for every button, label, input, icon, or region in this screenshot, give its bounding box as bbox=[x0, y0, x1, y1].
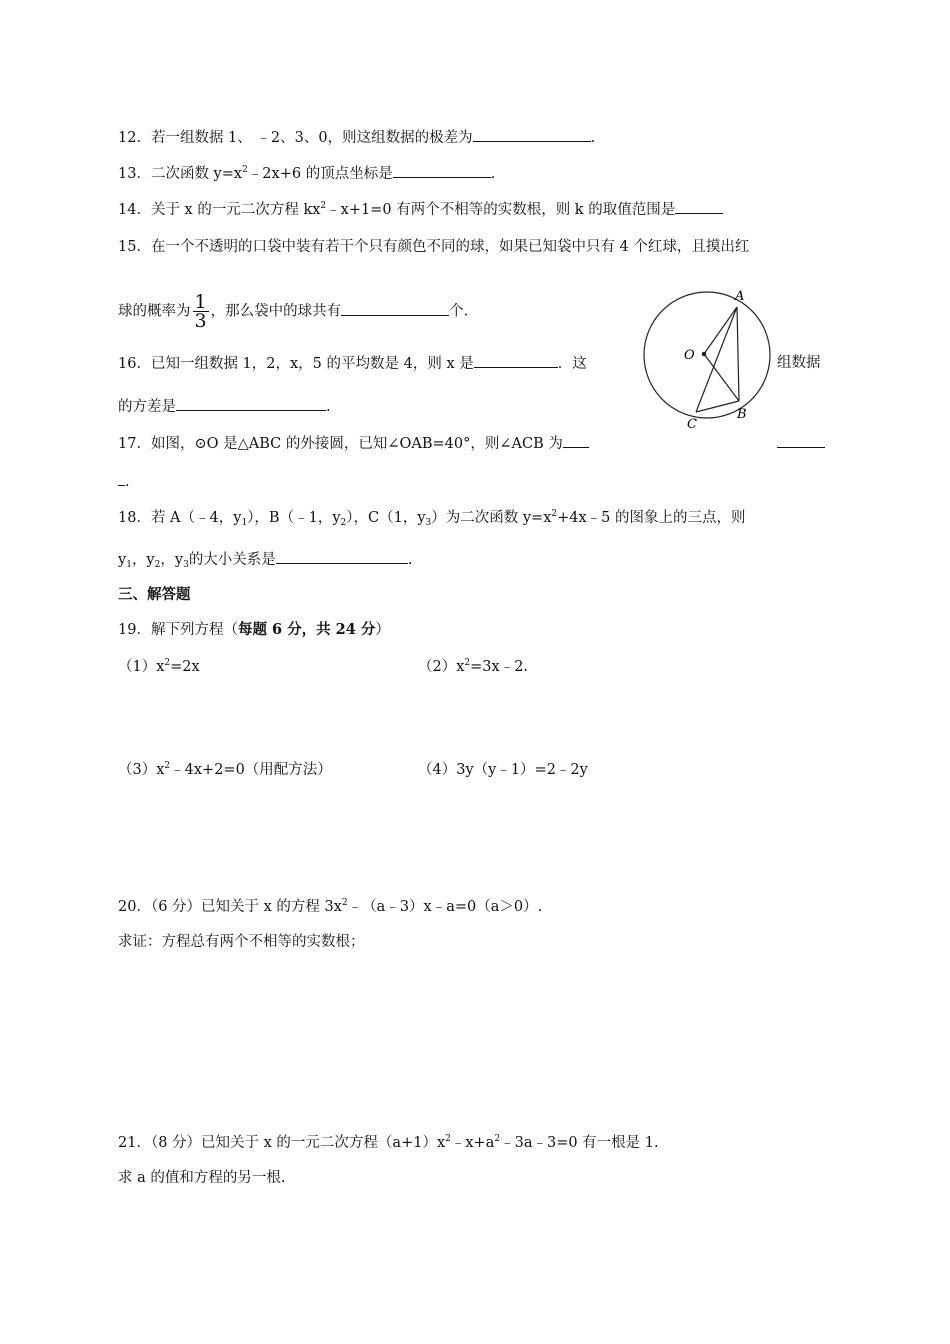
q21-post: ﹣3a﹣3=0 有一根是 1. bbox=[500, 1135, 659, 1151]
q18-pre: 18．若 A（﹣4，y bbox=[118, 510, 242, 526]
q21-mid: ﹣x+a bbox=[450, 1135, 495, 1151]
q19-p2a: （2）x bbox=[418, 659, 465, 675]
q20-post: ﹣（a﹣3）x﹣a=0（a＞0）. bbox=[347, 899, 543, 915]
q19-part3 bbox=[118, 760, 332, 780]
probability-fraction bbox=[193, 293, 209, 330]
q15-answer-blank[interactable] bbox=[341, 301, 449, 316]
question-14 bbox=[118, 199, 723, 220]
q18-l2b: ，y bbox=[131, 552, 155, 568]
q19-p1a: （1）x bbox=[118, 659, 165, 675]
label-B: B bbox=[737, 407, 747, 422]
q18-l2-sub2: 2 bbox=[154, 560, 161, 570]
q19-pre: 19．解下列方程（ bbox=[118, 622, 238, 638]
q19-post: ） bbox=[375, 622, 390, 638]
q19-part4: （4）3y（y﹣1）=2﹣2y bbox=[418, 762, 588, 778]
q18-m1: ），B（﹣1，y bbox=[247, 510, 341, 526]
q21-sup1: 2 bbox=[445, 1134, 451, 1144]
q14-answer-blank[interactable] bbox=[675, 199, 723, 214]
q16-mid: ．这 bbox=[557, 356, 587, 372]
question-21-line2: 求 a 的值和方程的另一根. bbox=[118, 1170, 286, 1186]
q21-pre: 21．（8 分）已知关于 x 的一元二次方程（a+1）x bbox=[118, 1135, 446, 1151]
circumcircle bbox=[644, 292, 770, 418]
q19-part2 bbox=[418, 657, 528, 677]
fraction-numerator: 1 bbox=[194, 291, 207, 313]
q18-m3: ）为二次函数 y=x bbox=[431, 510, 552, 526]
q20-pre: 20．（6 分）已知关于 x 的方程 3x bbox=[118, 899, 342, 915]
label-A: A bbox=[735, 289, 745, 304]
q18-l2-sub1: 1 bbox=[126, 560, 132, 570]
section-3-heading: 三、解答题 bbox=[118, 586, 191, 603]
question-12 bbox=[118, 127, 595, 148]
q12-text: 12．若一组数据 1、 ﹣2、3、0，则这组数据的极差为 bbox=[118, 130, 473, 146]
question-19 bbox=[118, 620, 390, 640]
question-15-line2 bbox=[118, 293, 468, 330]
segment-AB bbox=[737, 307, 739, 401]
q13-answer-blank[interactable] bbox=[393, 163, 491, 178]
q16-x-blank[interactable] bbox=[474, 353, 558, 368]
q19-p3-sup: 2 bbox=[164, 761, 171, 771]
q18-answer-blank[interactable] bbox=[276, 549, 408, 564]
q19-p2b: =3x﹣2. bbox=[470, 659, 529, 675]
label-O: O bbox=[684, 348, 695, 363]
q17-answer-blank-part3[interactable] bbox=[118, 471, 125, 486]
question-16-line2 bbox=[118, 396, 331, 417]
question-17 bbox=[118, 433, 589, 454]
q18-sub3: 3 bbox=[425, 518, 432, 528]
q17-tail bbox=[118, 471, 130, 492]
center-point-O bbox=[702, 352, 707, 357]
question-15-line1: 15．在一个不透明的口袋中装有若干个只有颜色不同的球，如果已知袋中只有 4 个红球，且摸出红 bbox=[118, 239, 750, 255]
q16-variance-blank[interactable] bbox=[176, 396, 326, 411]
q13-pre: 13．二次函数 y=x bbox=[118, 166, 243, 182]
q14-post: ﹣x+1=0 有两个不相等的实数根，则 k 的取值范围是 bbox=[326, 202, 676, 218]
question-18-line2 bbox=[118, 549, 412, 570]
circle-figure bbox=[638, 285, 778, 435]
q18-l2-sub3: 3 bbox=[183, 560, 189, 570]
question-20-line2: 求证：方程总有两个不相等的实数根； bbox=[118, 934, 365, 950]
q16-end: . bbox=[326, 399, 331, 415]
q18-l2d: 的大小关系是 bbox=[188, 552, 276, 568]
q16-line2-text: 的方差是 bbox=[118, 399, 176, 415]
q15-end: 个. bbox=[449, 303, 469, 320]
q18-end: . bbox=[407, 552, 413, 568]
q17-end: . bbox=[125, 474, 130, 490]
q13-post: ﹣2x+6 的顶点坐标是 bbox=[247, 166, 393, 182]
q18-l2a: y bbox=[118, 552, 127, 568]
q18-sup: 2 bbox=[551, 509, 558, 519]
q19-p3b: ﹣4x+2=0（用配方法） bbox=[170, 762, 332, 778]
q17-answer-blank-part1[interactable] bbox=[563, 433, 589, 448]
label-C: C bbox=[687, 417, 697, 432]
q17-text: 17．如图，⊙O 是△ABC 的外接圆，已知∠OAB=40°，则∠ACB 为 bbox=[118, 436, 563, 452]
question-21 bbox=[118, 1133, 659, 1153]
q12-end: . bbox=[590, 130, 596, 146]
q15-pre: 球的概率为 bbox=[118, 303, 191, 320]
segment-AC bbox=[696, 307, 737, 412]
q21-sup2: 2 bbox=[494, 1134, 501, 1144]
question-13 bbox=[118, 163, 495, 184]
q14-sup: 2 bbox=[320, 201, 327, 211]
q16-right-text: 组数据 bbox=[777, 355, 821, 371]
q19-p1b: =2x bbox=[170, 659, 200, 675]
question-16-line1 bbox=[118, 353, 587, 374]
q12-answer-blank[interactable] bbox=[473, 127, 591, 142]
q18-l2c: ，y bbox=[160, 552, 184, 568]
q17-blank-right bbox=[777, 433, 825, 454]
q20-sup: 2 bbox=[341, 898, 348, 908]
q19-p1-sup: 2 bbox=[164, 658, 171, 668]
q19-p3a: （3）x bbox=[118, 762, 165, 778]
q17-answer-blank-part2[interactable] bbox=[777, 433, 825, 448]
q18-sub1: 1 bbox=[241, 518, 248, 528]
q13-end: . bbox=[490, 166, 496, 182]
q13-sup: 2 bbox=[242, 165, 248, 175]
q19-p2-sup: 2 bbox=[464, 658, 471, 668]
q18-post: +4x﹣5 的图象上的三点，则 bbox=[557, 510, 746, 526]
segment-OA bbox=[704, 307, 737, 354]
q18-sub2: 2 bbox=[340, 518, 347, 528]
q15-post: ，那么袋中的球共有 bbox=[210, 303, 342, 320]
q19-part1 bbox=[118, 657, 200, 677]
q14-pre: 14．关于 x 的一元二次方程 kx bbox=[118, 202, 321, 218]
q16-text: 16．已知一组数据 1，2，x，5 的平均数是 4，则 x 是 bbox=[118, 356, 474, 372]
q19-points: 每题 6 分，共 24 分 bbox=[237, 621, 376, 638]
fraction-denominator: 3 bbox=[194, 310, 207, 332]
segment-BC bbox=[696, 401, 739, 412]
question-18-line1 bbox=[118, 508, 746, 528]
question-20 bbox=[118, 897, 542, 917]
q18-m2: ），C（1，y bbox=[346, 510, 426, 526]
